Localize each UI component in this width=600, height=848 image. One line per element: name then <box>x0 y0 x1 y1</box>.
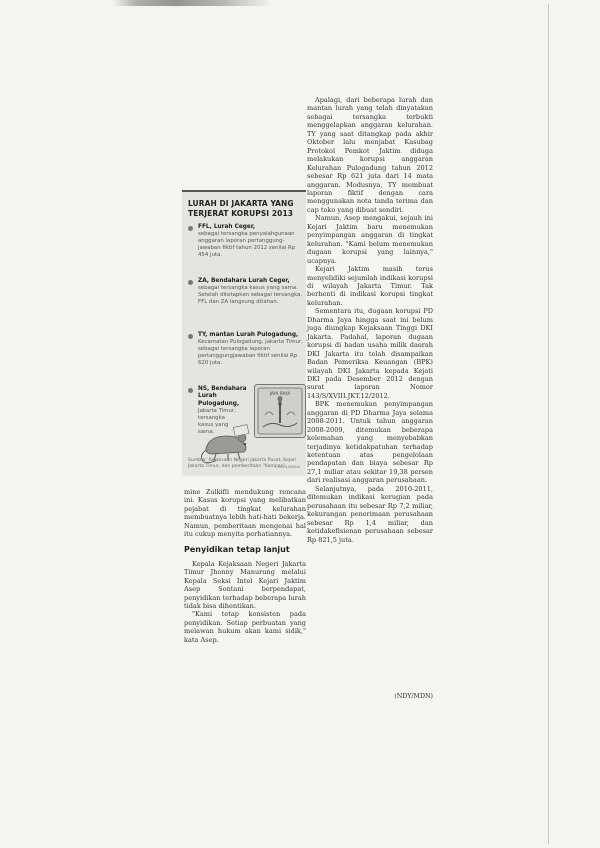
paragraph: Selanjutnya, pada 2010-2011, ditemukan indikasi kerugian pada perusahaan itu sebesar Rp 7,2 miliar, kekurangan penerimaan perusahaan sebesar Rp 1,4 miliar, dan ketidakefisienan perusahaan sebesar Rp 821,5 juta. <box>307 484 433 544</box>
scan-artifact <box>112 0 272 6</box>
emblem-text: JAYA RAYA <box>269 391 291 396</box>
entry-name: NS, Bendahara Lurah Pulogadung, <box>198 386 247 407</box>
paragraph: Apalagi, dari beberapa lurah dan mantan lurah yang telah dinyatakan sebagai tersangka terbukti menggelapkan anggaran kelurahan. TY yang saat ditangkap pada akhir Oktober lalu menjabat Kasubag Protokol Pemkot Jaktim diduga melakukan korupsi anggaran Kelurahan Pulogadung tahun 2012 sebesar Rp 621 juta dari 14 mata anggaran. Modusnya, TY membuat laporan fiktif dengan cara menggunakan nota tanda terima dan cap toko yang dibuat sendiri. <box>307 96 433 214</box>
infobox-entry <box>188 224 304 259</box>
paragraph: mine Zulkifli mendukung rencana ini. Kasus korupsi yang melibatkan pejabat di tingkat kelurahan membuatnya lebih hati-hati bekerja. Namun, pemberitaan mengenai hal itu cukup menyita perhatiannya. <box>184 488 306 539</box>
author-signoff: (NDY/MDN) <box>394 693 433 700</box>
entry-description: sebagai tersangka penyalahgunaan anggaran laporan pertanggung-jawaban fiktif tahun 2012 senilai Rp 454 juta. <box>198 231 296 259</box>
infobox-title: LURAH DI JAKARTA YANG TERJERAT KORUPSI 2013 <box>188 198 294 218</box>
graphic-credit: GUNAWAN <box>278 464 301 469</box>
jakarta-emblem-icon <box>254 384 306 438</box>
infobox-entry <box>188 278 304 306</box>
paragraph: Kejari Jaktim masih terus menyelidiki sejumlah indikasi korupsi di wilayah Jakarta Timur. Tak berhenti di indikasi korupsi tingkat kelurahan. <box>307 265 433 307</box>
source-note: Sumber: Kejaksaan Negeri Jakarta Pusat, Kejari Jakarta Timur, dan pemberitaan "Kompas" <box>188 458 297 469</box>
entry-description: Jakarta Timur, tersangka kasus yang sama. <box>198 408 236 435</box>
paragraph: Sementara itu, dugaan korupsi PD Dharma Jaya hingga saat ini belum juga diungkap Kejaksaan Tinggi DKI Jakarta. Padahal, laporan dugaan korupsi di badan usaha milik daerah DKI Jakarta itu telah disampaikan Badan Pemeriksa Keuangan (BPK) wilayah DKI Jakarta kepada Kejati DKI pada Desember 2012 dengan surat laporan Nomor 143/S/XVIII.JKT.12/2012. <box>307 307 433 400</box>
paragraph: "Kami tetap konsisten pada penyidikan. Setiap perbuatan yang melawan hukum akan kami sidik," kata Asep. <box>184 610 306 644</box>
article-column-right <box>307 96 433 544</box>
paragraph: Kepala Kejaksaan Negeri Jakarta Timur Jhonny Manurung melalui Kepala Seksi Intel Kejari Jaktim Asep Sontani berpendapat, penyidikan terhadap beberapa lurah tidak bisa dihentikan. <box>184 559 306 610</box>
page-edge-line <box>548 4 549 844</box>
entry-name: TY, mantan Lurah Pulogadung, <box>198 332 299 338</box>
bullet-icon <box>188 388 193 393</box>
bullet-icon <box>188 226 193 231</box>
entry-description: sebagai tersangka kasus yang sama. Setelah ditetapkan sebagai tersangka, FFL dan ZA langsung ditahan. <box>198 285 303 306</box>
infobox <box>182 190 306 476</box>
paragraph: BPK menemukan penyimpangan anggaran di PD Dharma Jaya selama 2008-2011. Untuk tahun anggaran 2008-2009, ditemukan beberapa kelemahan yang menyebabkan terjadinya ketidakpatuhan terhadap ketentuan atas pengelolaan pendapatan dan biaya sebesar Rp 27,1 miliar atau sekitar 19,38 persen dari realisasi anggaran perusahaan. <box>307 400 433 485</box>
infobox-entry <box>188 332 304 367</box>
bullet-icon <box>188 280 193 285</box>
entry-description: Kecamatan Pulogadung, Jakarta Timur, sebagai tersangka laporan pertanggungjawaban fiktif senilai Rp 620 juta. <box>198 339 303 367</box>
bullet-icon <box>188 334 193 339</box>
entry-name: ZA, Bendahara Lurah Ceger, <box>198 278 290 284</box>
paragraph: Namun, Asep mengakui, sejauh ini Kejari Jaktim baru menemukan penyimpangan anggaran di tingkat kelurahan. "Kami belum menemukan dugaan korupsi yang lainnya," ucapnya. <box>307 214 433 265</box>
newspaper-clipping <box>182 96 434 700</box>
entry-name: FFL, Lurah Ceger, <box>198 224 256 230</box>
article-column-left <box>184 488 306 644</box>
section-subhead: Penyidikan tetap lanjut <box>184 544 290 554</box>
